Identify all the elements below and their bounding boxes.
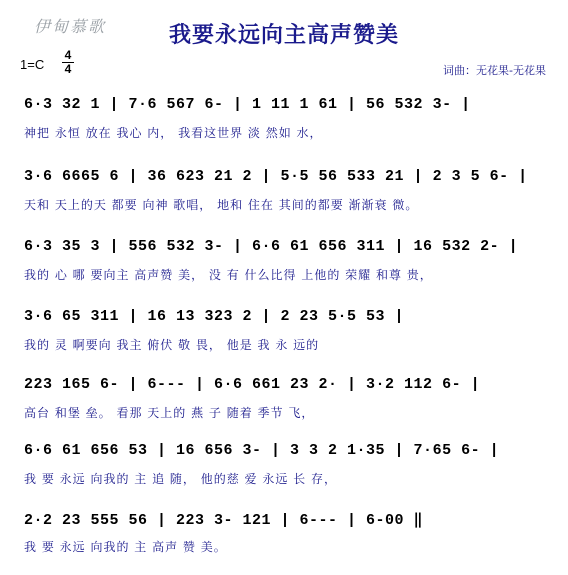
notation-line: 2·2 23 555 56 | 223 3- 121 | 6--- | 6-00 ‖ <box>24 512 424 529</box>
lyrics-line: 高台 和堡 垒。 看那 天上的 燕 子 随着 季节 飞， <box>24 406 315 420</box>
notation-line: 6·6 61 656 53 | 16 656 3- | 3 3 2 1·35 | 7·65 6- | <box>24 442 500 459</box>
song-title: 我要永远向主高声赞美 <box>168 23 399 48</box>
score-system <box>24 238 544 290</box>
watermark-logo: 伊甸慕歌 <box>34 17 107 36</box>
notation-line: 223 165 6- | 6--- | 6·6 661 23 2· | 3·2 112 6- | <box>24 376 481 393</box>
time-signature-bottom: 4 <box>64 62 72 76</box>
time-signature <box>62 50 74 75</box>
lyrics-line: 我 要 永远 向我的 主 高声 赞 美。 <box>24 540 227 554</box>
notation-line: 6·3 35 3 | 556 532 3- | 6·6 61 656 311 | 16 532 2- | <box>24 238 519 255</box>
time-signature-top: 4 <box>64 48 72 62</box>
notation-line: 6·3 32 1 | 7·6 567 6- | 1 11 1 61 | 56 532 3- | <box>24 96 471 113</box>
score-system <box>24 510 544 562</box>
score-system <box>24 308 544 360</box>
lyrics-line: 天和 天上的天 都要 向神 歌唱， 地和 住在 其间的都要 渐渐衰 微。 <box>24 198 419 212</box>
key-signature: 1=C <box>20 57 45 72</box>
lyrics-line: 我的 灵 啊要向 我主 俯伏 敬 畏， 他是 我 永 远的 <box>24 338 320 352</box>
score-system <box>24 168 544 220</box>
score-system <box>24 96 544 148</box>
lyrics-line: 我的 心 哪 要向主 高声赞 美， 没 有 什么比得 上他的 荣耀 和尊 贵， <box>24 268 433 282</box>
score-system <box>24 376 544 428</box>
lyrics-line: 神把 永恒 放在 我心 内， 我看这世界 淡 然如 水， <box>24 126 323 140</box>
score-system <box>24 442 544 494</box>
notation-line: 3·6 65 311 | 16 13 323 2 | 2 23 5·5 53 | <box>24 308 405 325</box>
credits: 词曲：无花果-无花果 <box>443 64 546 77</box>
notation-line: 3·6 6665 6 | 36 623 21 2 | 5·5 56 533 21 | 2 3 5 6- | <box>24 168 528 185</box>
lyrics-line: 我 要 永远 向我的 主 追 随， 他的慈 爱 永远 长 存， <box>24 472 337 486</box>
